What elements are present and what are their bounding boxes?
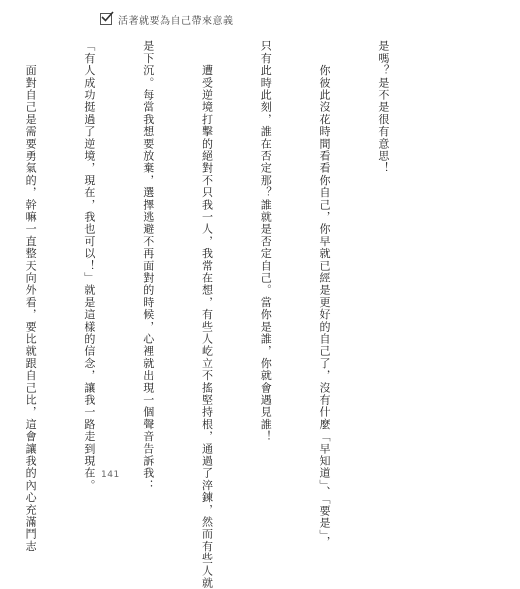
- paragraph-line: 你彼此沒花時間看看你自己，你早就已經是更好的自己了，沒有什麼「早知道」、「要是」，: [318, 40, 332, 549]
- paragraph-line: 面對自己是需要勇氣的，幹嘛一直整天向外看，要比就跟自己比，這會讓我的內心充滿鬥志: [24, 40, 38, 553]
- checkbox-check-icon: [100, 13, 112, 25]
- page-number: 141: [101, 470, 120, 480]
- paragraph-line: 「有人成功挺過了逆境，現在，我也可以！」就是這樣的信念，讓我一路走到現在。: [82, 40, 96, 492]
- header-title: 活著就要為自己帶來意義: [118, 15, 234, 27]
- paragraph-line: 是嗎？是不是很有意思！: [376, 40, 390, 175]
- paragraph-line: 只有此時此刻，誰在否定那？誰就是否定自己。當你是誰，你就會遇見誰！: [259, 40, 273, 443]
- paragraph-line: 遭受逆境打擊的絕對不只我一人，我常在想，有些人屹立不搖堅持根，通過了淬鍊，然而有些人就: [200, 40, 214, 589]
- running-header: [100, 11, 234, 27]
- paragraph-line: 是下沉。每當我想要放棄，選擇逃避不再面對的時候，心裡就出現一個聲音告訴我：: [141, 40, 155, 492]
